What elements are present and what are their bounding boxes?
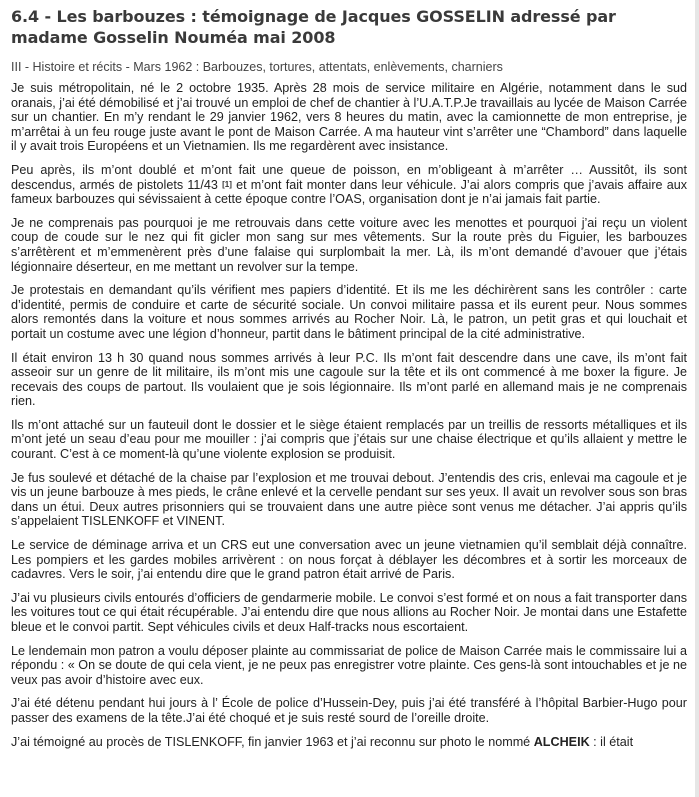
paragraph-10: Le lendemain mon patron a voulu déposer plainte au commissariat de police de Maison Carrée mais le commissaire lui a répondu : « On se doute de qui cela vient, je ne peux pas enregistrer votre plainte. Ces gens-là sont intouchables et je ne veux pas avoir d’histoire avec eux. xyxy=(11,643,687,687)
paragraph-1: Je suis métropolitain, né le 2 octobre 1935. Après 28 mois de service militaire en Algérie, notamment dans le sud oranais, j’ai été démobilisé et j’ai trouvé un emploi de chef de chantier à l’U.A.T.P.Je travaillais au lycée de Maison Carrée sur un chantier. En m’y rendant le 29 janvier 1962, vers 8 heures du matin, avec la camionnette de mon entreprise, je m’arrêtai à un feu rouge juste avant le pont de Maison Carrée. A ma hauteur vint s’arrêter une “Chambord” dans laquelle il y avait trois Européens et un Vietnamien. Ils me regardèrent avec insistance. xyxy=(11,81,687,154)
paragraph-4: Je protestais en demandant qu’ils vérifient mes papiers d’identité. Et ils me les déchirèrent sans les contrôler : carte d’identité, permis de conduire et carte de sécurité sociale. Un convoi militaire passa et ils eurent peur. Nous sommes alors remontés dans la voiture et nous sommes arrivés au Rocher Noir. Là, le patron, un petit gras et qui louchait et portait un costume avec une légion d’honneur, partit dans le bâtiment principal de la cité administrative. xyxy=(11,283,687,341)
paragraph-3: Je ne comprenais pas pourquoi je me retrouvais dans cette voiture avec les menottes et pourquoi j’ai reçu un violent coup de coude sur le nez qui fit gicler mon sang sur mes vêtements. Sur la route près du Figuier, les barbouzes s’arrêtèrent et m’emmenèrent près d’une falaise qui surplombait la mer. Là, ils m’ont demandé d’avouer que j’étais légionnaire déserteur, en me mettant un revolver sur la tempe. xyxy=(11,215,687,274)
paragraph-12-text-b: : il était xyxy=(593,734,634,749)
paragraph-2-text-b: et m’ont fait monter dans leur véhicule. J’ai alors compris que j’avais affaire aux fameux barbouzes qui sévissaient à cette époque contre l’OAS, organisation dont je n’ai jamais fait partie. xyxy=(11,177,688,207)
article-category: III - Histoire et récits - Mars 1962 : Barbouzes, tortures, attentats, enlèvements, charniers xyxy=(11,60,503,74)
footnote-link[interactable]: [1] xyxy=(222,179,232,189)
paragraph-2-text-a: Peu après, ils m’ont doublé et m’ont fait une queue de poisson, en m’obligeant à m’arrêter … Aussitôt, ils sont descendus, armés de pistolets 11/43 xyxy=(11,162,687,192)
paragraph-12-text-a: J’ai témoigné au procès de TISLENKOFF, fin janvier 1963 et j’ai reconnu sur photo le nommé xyxy=(11,734,531,749)
article xyxy=(11,6,687,749)
article-title: 6.4 - Les barbouzes : témoignage de Jacques GOSSELIN adressé par madame Gosselin Nouméa mai 2008 xyxy=(11,7,616,47)
paragraph-12 xyxy=(11,735,687,750)
paragraph-7: Je fus soulevé et détaché de la chaise par l’explosion et me trouvai debout. J’entendis des cris, enlevai ma cagoule et je vis un jeune barbouze à mes pieds, le crâne enlevé et la cervelle pendant sur ses yeux. Il avait un revolver sous son bras dans un étui. Deux autres prisonniers qui se trouvaient dans une autre pièce sont venus me détacher. J’ai appris qu’ils s’appelaient TISLENKOFF et VINENT. xyxy=(11,470,687,529)
paragraph-2 xyxy=(11,163,687,207)
paragraph-11: J’ai été détenu pendant hui jours à l’ École de police d’Hussein-Dey, puis j’ai été transféré à l’hôpital Barbier-Hugo pour passer des examens de la tête.J’ai été choqué et je suis resté sourd de l’oreille droite. xyxy=(11,696,687,725)
page-right-border xyxy=(695,0,699,797)
paragraph-5: Il était environ 13 h 30 quand nous sommes arrivés à leur P.C. Ils m’ont fait descendre dans une cave, ils m’ont fait asseoir sur un genre de lit militaire, ils m’ont mis une cagoule sur la tête et ils ont commencé à me boxer la figure. Je recevais des coups de partout. Ils voulaient que je sois légionnaire. Ils m’ont parlé en allemand mais je ne comprenais rien. xyxy=(11,350,687,409)
paragraph-9: J’ai vu plusieurs civils entourés d’officiers de gendarmerie mobile. Le convoi s’est formé et on nous a fait transporter dans les voitures tout ce qui était récupérable. J’ai entendu dire que nous allions au Rocher Noir. Je montai dans une Estafette bleue et le convoi partit. Sept véhicules civils et deux Half-tracks nous escortaient. xyxy=(11,590,687,634)
person-name: ALCHEIK xyxy=(533,734,590,749)
paragraph-6: Ils m’ont attaché sur un fauteuil dont le dossier et le siège étaient remplacés par un treillis de ressorts métalliques et ils m’ont jeté un seau d’eau pour me mouiller : j’ai compris que j’étais sur une chaise électrique et qu’ils allaient y mettre le courant. C’est à ce moment-là qu’une violente explosion se produisit. xyxy=(11,417,687,462)
paragraph-8: Le service de déminage arriva et un CRS eut une conversation avec un jeune vietnamien qu’il semblait déjà connaître. Les pompiers et les gardes mobiles arrivèrent : on nous forçat à déblayer les décombres et à sortir les morceaux de cadavres. Vers le soir, j’ai entendu dire que le grand patron était arrivé de Paris. xyxy=(11,538,687,582)
